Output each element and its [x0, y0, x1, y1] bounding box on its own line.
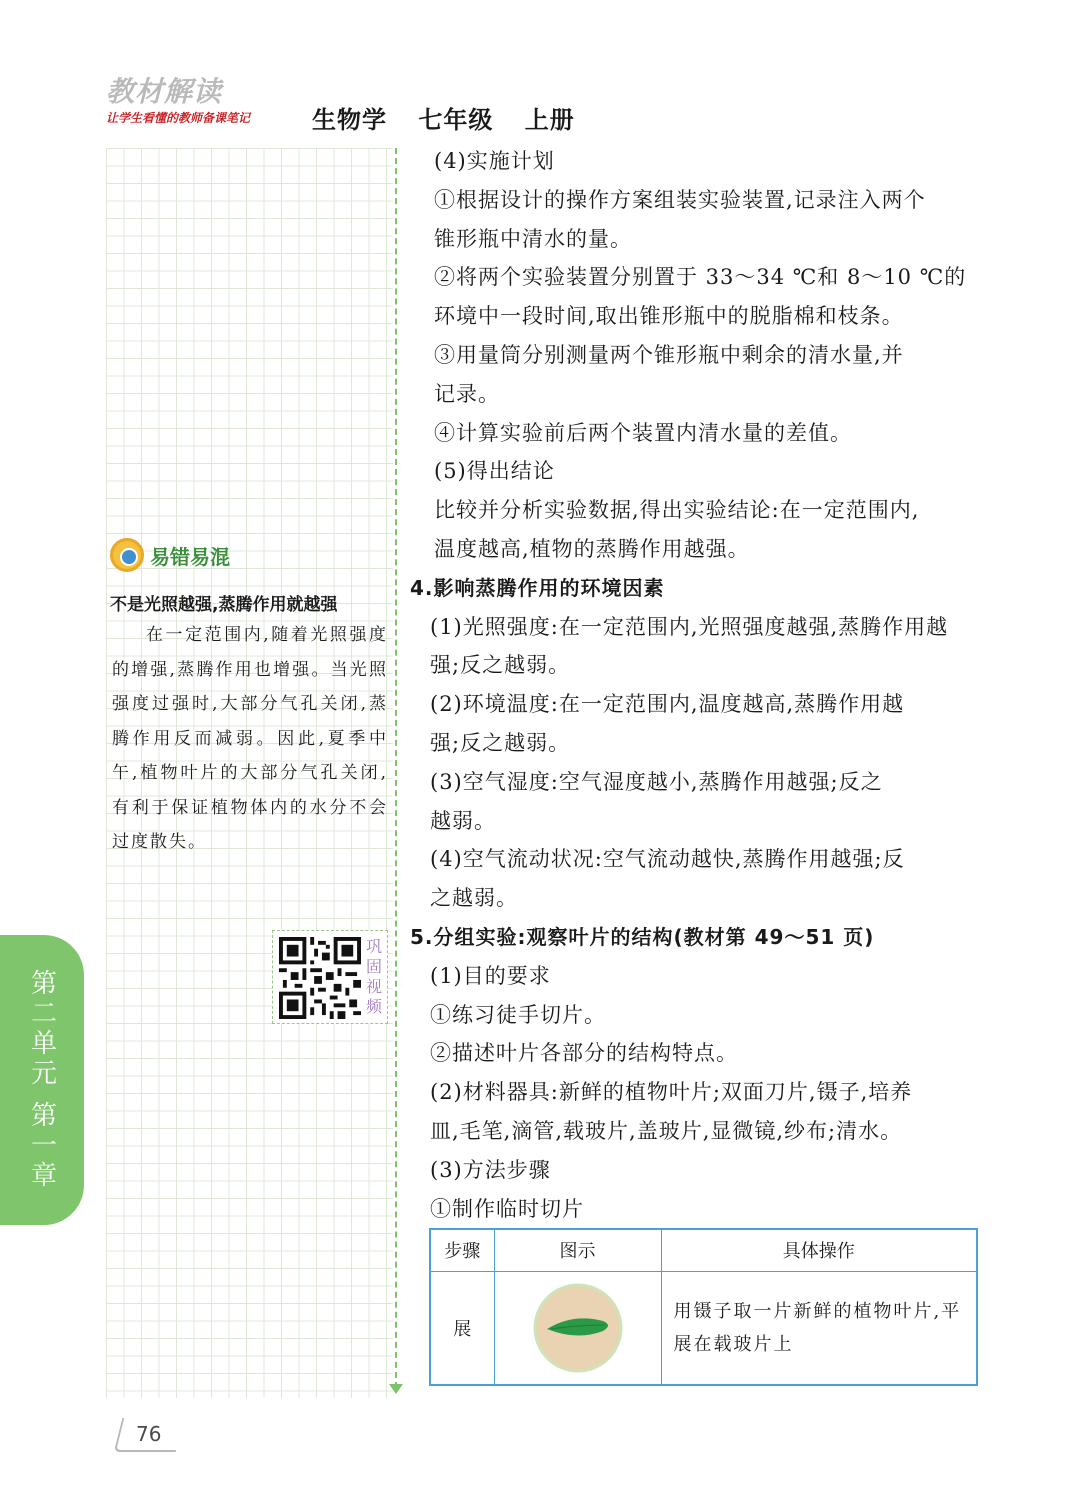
text-line: (4)实施计划 — [434, 149, 555, 173]
text-line: 强;反之越弱。 — [430, 730, 571, 755]
text-line: ②描述叶片各部分的结构特点。 — [430, 1041, 738, 1066]
table-header-step: 步骤 — [430, 1229, 494, 1271]
table-header-row — [430, 1229, 977, 1271]
text-line: ①制作临时切片 — [430, 1196, 584, 1221]
chapter-tab-label: 第二单元 第一章 — [26, 968, 57, 1192]
column-divider — [395, 148, 397, 1388]
procedure-table — [429, 1228, 978, 1386]
qr-code-icon[interactable] — [279, 937, 361, 1019]
table-header-figure: 图示 — [494, 1229, 661, 1271]
table-cell-step: 展 — [430, 1271, 494, 1385]
text-line: 皿,毛笔,滴管,载玻片,盖玻片,显微镜,纱布;清水。 — [430, 1118, 903, 1143]
brand-subtitle: 让学生看懂的教师备课笔记 — [106, 111, 251, 125]
text-line: (1)目的要求 — [430, 963, 551, 988]
text-line: ④计算实验前后两个装置内清水量的差值。 — [434, 420, 852, 445]
text-line: 锥形瓶中清水的量。 — [434, 226, 632, 251]
text-line: ②将两个实验装置分别置于 33～34 ℃和 8～10 ℃的 — [434, 265, 967, 290]
table-header-operation: 具体操作 — [661, 1229, 977, 1271]
book-title: 生物学 七年级 上册 — [312, 106, 575, 134]
leaf-on-slide-image — [533, 1283, 623, 1373]
text-line: (5)得出结论 — [434, 459, 555, 484]
table-cell-figure — [494, 1271, 661, 1385]
main-text-column — [410, 142, 982, 1228]
lightbulb-badge-icon — [110, 538, 144, 572]
section-heading: 5.分组实验:观察叶片的结构(教材第 49～51 页) — [410, 924, 875, 949]
brand-title: 教材解读 — [106, 75, 223, 108]
text-line: 温度越高,植物的蒸腾作用越强。 — [434, 536, 750, 561]
text-line: ①根据设计的操作方案组装实验装置,记录注入两个 — [434, 187, 926, 212]
divider-arrow-icon — [389, 1384, 403, 1394]
text-line: ③用量筒分别测量两个锥形瓶中剩余的清水量,并 — [434, 342, 904, 367]
side-note-title: 不是光照越强,蒸腾作用就越强 — [110, 595, 338, 615]
text-line: 强;反之越弱。 — [430, 653, 571, 678]
side-note-header — [110, 538, 230, 572]
text-line: 比较并分析实验数据,得出实验结论:在一定范围内, — [434, 498, 920, 523]
qr-code-label: 巩固视频 — [365, 937, 382, 1016]
text-line: (2)环境温度:在一定范围内,温度越高,蒸腾作用越 — [430, 692, 905, 717]
text-line: (3)方法步骤 — [430, 1157, 551, 1182]
text-line: 环境中一段时间,取出锥形瓶中的脱脂棉和枝条。 — [434, 304, 904, 329]
text-line: (4)空气流动状况:空气流动越快,蒸腾作用越强;反 — [430, 847, 905, 872]
section-heading: 4.影响蒸腾作用的环境因素 — [410, 575, 665, 600]
table-cell-operation: 用镊子取一片新鲜的植物叶片,平展在载玻片上 — [661, 1271, 977, 1385]
text-line: (1)光照强度:在一定范围内,光照强度越强,蒸腾作用越 — [430, 614, 949, 639]
side-note-label: 易错易混 — [150, 544, 230, 569]
table-row — [430, 1271, 977, 1385]
text-line: ①练习徒手切片。 — [430, 1002, 606, 1027]
side-note-body: 在一定范围内,随着光照强度的增强,蒸腾作用也增强。当光照强度过强时,大部分气孔关闭,蒸腾作用反而减弱。因此,夏季中午,植物叶片的大部分气孔关闭,有利于保证植物体内的水分不会过度散失。 — [112, 625, 388, 852]
text-line: (3)空气湿度:空气湿度越小,蒸腾作用越强;反之 — [430, 769, 883, 794]
chapter-tab — [0, 935, 84, 1225]
text-line: 记录。 — [434, 381, 500, 406]
text-line: 越弱。 — [430, 808, 496, 833]
brand-block — [106, 76, 286, 126]
qr-code-card[interactable] — [272, 930, 388, 1024]
text-line: (2)材料器具:新鲜的植物叶片;双面刀片,镊子,培养 — [430, 1080, 913, 1105]
text-line: 之越弱。 — [430, 886, 518, 911]
page-number: 76 — [136, 1422, 162, 1446]
